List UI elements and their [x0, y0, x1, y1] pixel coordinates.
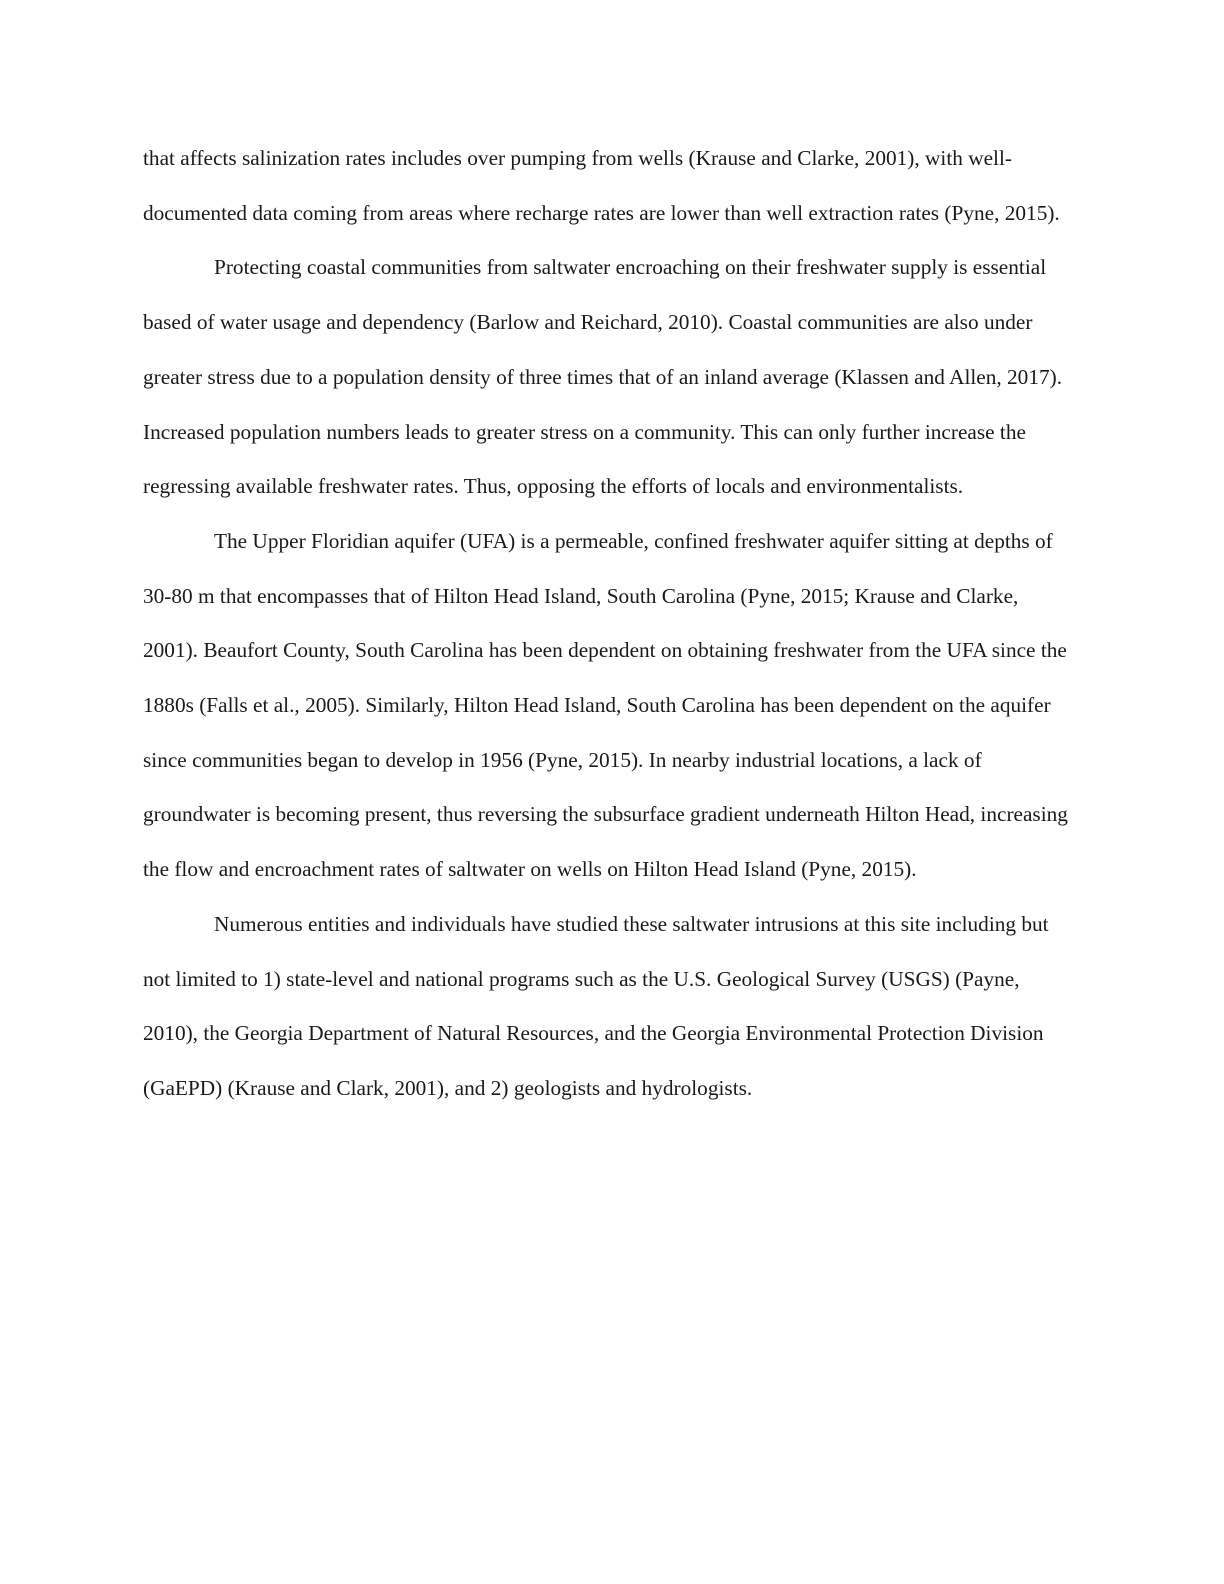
- paragraph-upper-floridian-aquifer: The Upper Floridian aquifer (UFA) is a permeable, confined freshwater aquifer sitting at depths of 30-80 m that encompasses that of Hilton Head Island, South Carolina (Pyne, 2015; Krause and Clarke, 2001). Beaufort County, South Carolina has been dependent on obtaining freshwater from the UFA since the 1880s (Falls et al., 2005). Similarly, Hilton Head Island, South Carolina has been dependent on the aquifer since communities began to develop in 1956 (Pyne, 2015). In nearby industrial locations, a lack of groundwater is becoming present, thus reversing the subsurface gradient underneath Hilton Head, increasing the flow and encroachment rates of saltwater on wells on Hilton Head Island (Pyne, 2015).: [143, 528, 1068, 882]
- paragraph-coastal-communities: Protecting coastal communities from saltwater encroaching on their freshwater supply is essential based of water usage and dependency (Barlow and Reichard, 2010). Coastal communities are also under greater stress due to a population density of three times that of an inland average (Klassen and Allen, 2017). Increased population numbers leads to greater stress on a community. This can only further increase the regressing available freshwater rates. Thus, opposing the efforts of locals and environmentalists.: [143, 255, 1063, 499]
- body-text: [143, 131, 1075, 1116]
- paragraph-studies: Numerous entities and individuals have studied these saltwater intrusions at this site including but not limited to 1) state-level and national programs such as the U.S. Geological Survey (USGS) (Payne, 2010), the Georgia Department of Natural Resources, and the Georgia Environmental Protection Division (GaEPD) (Krause and Clark, 2001), and 2) geologists and hydrologists.: [143, 911, 1049, 1100]
- paragraph-continuation: that affects salinization rates includes over pumping from wells (Krause and Clarke, 2001), with well-documented data coming from areas where recharge rates are lower than well extraction rates (Pyne, 2015).: [143, 146, 1060, 225]
